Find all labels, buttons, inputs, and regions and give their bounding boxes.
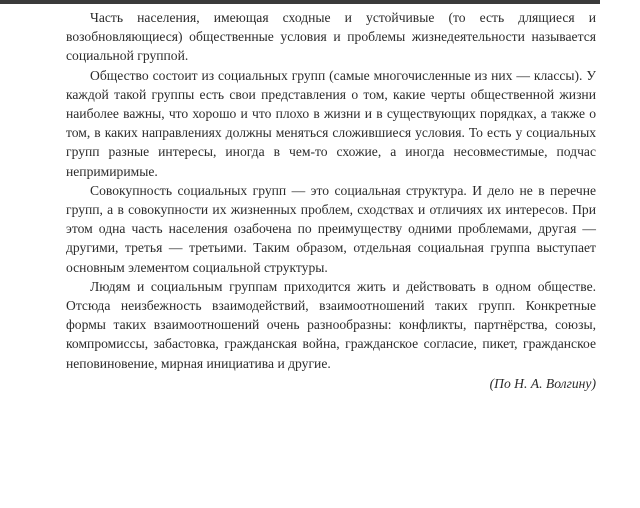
document-text	[66, 8, 596, 393]
paragraph-social-group-definition: Часть населения, имеющая сходные и устойчивые (то есть длящиеся и возобновляющиеся) общественные условия и проблемы жизнедеятельности называется социальной группой.	[66, 10, 596, 64]
paragraph-group-interactions: Людям и социальным группам приходится жить и действовать в одном обществе. Отсюда неизбежность взаимодействий, взаимоотношений таких групп. Конкретные формы таких взаимоотношений очень разнообразны: конфликты, партнёрства, союзы, компромиссы, забастовка, гражданская война, гражданское согласие, пикет, гражданское неповиновение, мирная инициатива и другие.	[66, 278, 596, 371]
top-border-line	[0, 0, 600, 4]
paragraph-society-groups: Общество состоит из социальных групп (самые многочисленные из них — классы). У каждой такой группы есть свои представления о том, какие черты общественной жизни наиболее важны, что хорошо и что плохо в жизни и в существующих порядках, а также о том, в каких направлениях должны меняться сложившиеся условия. То есть у социальных групп разные интересы, иногда в чем-то схожие, а иногда несовместимые, подчас непримиримые.	[66, 67, 596, 179]
paragraph-social-structure: Совокупность социальных групп — это социальная структура. И дело не в перечне групп, а в совокупности их жизненных проблем, сходствах и отличиях их интересов. При этом одна часть населения озабочена по преимуществу одними проблемами, другая — другими, третья — третьими. Таким образом, отдельная социальная группа выступает основным элементом социальной структуры.	[66, 182, 596, 275]
source-attribution: (По Н. А. Волгину)	[489, 375, 596, 391]
